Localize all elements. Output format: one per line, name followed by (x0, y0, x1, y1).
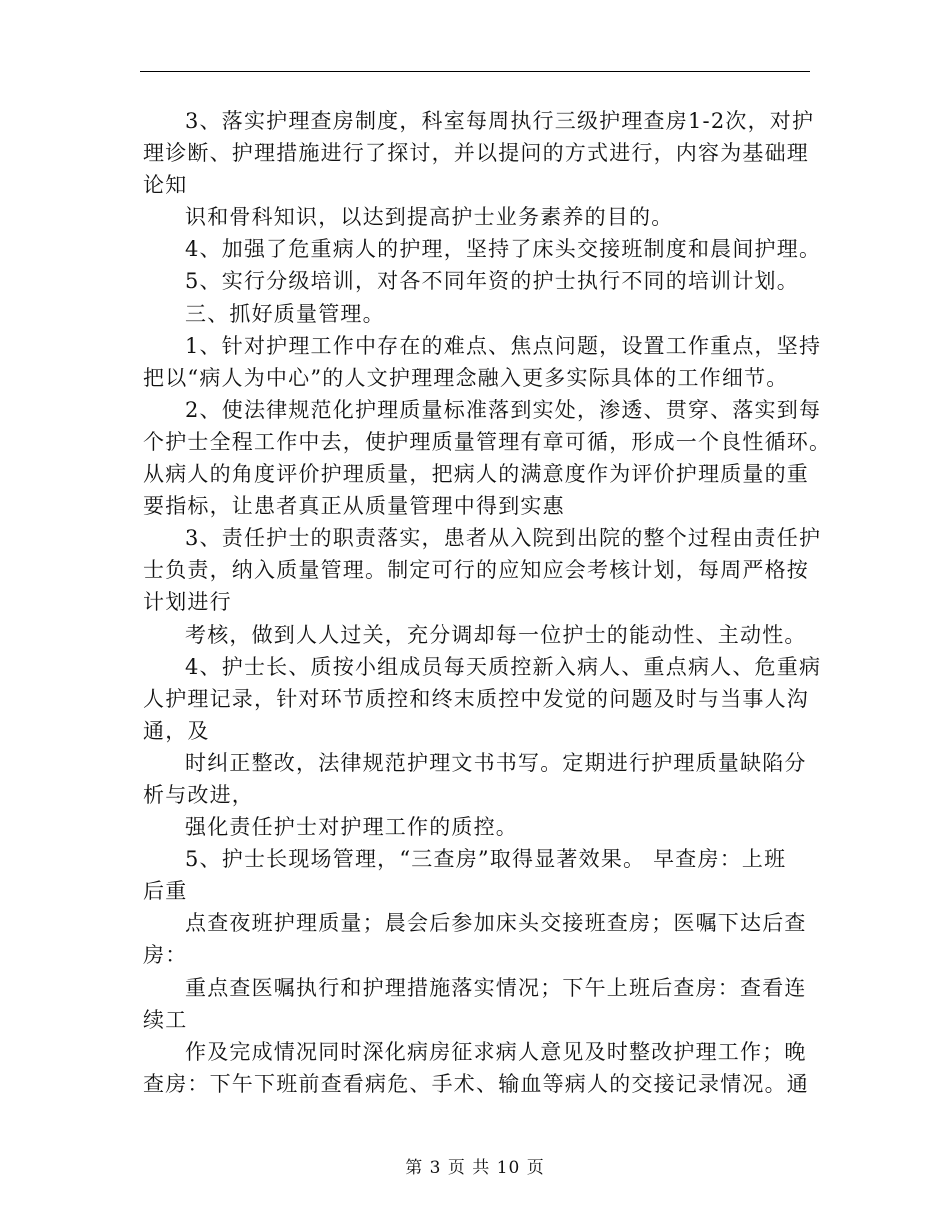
text-line: 续工 (143, 1007, 188, 1032)
text-line: 析与改进， (143, 782, 254, 807)
text-line: 3、责任护士的职责落实，患者从入院到出院的整个过程由责任护 (185, 526, 822, 551)
text-line: 强化责任护士对护理工作的质控。 (185, 815, 518, 840)
text-line: 识和骨科知识，以达到提高护士业务素养的目的。 (185, 205, 674, 230)
text-line: 作及完成情况同时深化病房征求病人意见及时整改护理工作；晚 (185, 1039, 807, 1064)
text-line: 士负责，纳入质量管理。制定可行的应知应会考核计划，每周严格按 (143, 558, 809, 583)
text-line: 论知 (143, 173, 188, 198)
text-line: 房： (143, 943, 188, 968)
text-line: 要指标，让患者真正从质量管理中得到实惠 (143, 494, 565, 519)
text-line: 从病人的角度评价护理质量，把病人的满意度作为评价护理质量的重 (143, 462, 809, 487)
text-line: 5、实行分级培训，对各不同年资的护士执行不同的培训计划。 (185, 269, 799, 294)
document-body (143, 105, 832, 1100)
text-line: 点查夜班护理质量；晨会后参加床头交接班查房；医嘱下达后查 (185, 911, 807, 936)
text-line: 后重 (143, 879, 188, 904)
text-line: 把以“病人为中心”的人文护理理念融入更多实际具体的工作细节。 (143, 365, 789, 390)
page-number: 第 3 页 共 10 页 (405, 1158, 545, 1178)
text-line: 时纠正整改，法律规范护理文书书写。定期进行护理质量缺陷分 (185, 750, 807, 775)
text-line: 计划进行 (143, 590, 232, 615)
text-line: 考核，做到人人过关，充分调却每一位护士的能动性、主动性。 (185, 622, 807, 647)
text-line: 个护士全程工作中去，使护理质量管理有章可循，形成一个良性循环。 (143, 429, 832, 454)
text-line: 3、落实护理查房制度，科室每周执行三级护理查房1-2次，对护 (185, 109, 815, 133)
text-line: 4、护士长、质按小组成员每天质控新入病人、重点病人、危重病 (185, 654, 822, 679)
text-line: 4、加强了危重病人的护理，坚持了床头交接班制度和晨间护理。 (185, 237, 822, 262)
text-line: 重点查医嘱执行和护理措施落实情况；下午上班后查房：查看连 (185, 975, 807, 1000)
section-heading: 三、抓好质量管理。 (185, 301, 385, 326)
text-line: 5、护士长现场管理，“三查房”取得显著效果。 早查房：上班 (185, 847, 787, 872)
text-line: 1、针对护理工作中存在的难点、焦点问题，设置工作重点，坚持 (185, 333, 822, 358)
text-line: 人护理记录，针对环节质控和终末质控中发觉的问题及时与当事人沟 (143, 686, 809, 711)
text-line: 通，及 (143, 718, 210, 743)
header-rule (140, 71, 810, 72)
text-line: 2、使法律规范化护理质量标准落到实处，渗透、贯穿、落实到每 (185, 397, 822, 422)
text-line: 查房：下午下班前查看病危、手术、输血等病人的交接记录情况。通 (143, 1071, 809, 1096)
text-line: 理诊断、护理措施进行了探讨，并以提问的方式进行，内容为基础理 (143, 141, 809, 166)
